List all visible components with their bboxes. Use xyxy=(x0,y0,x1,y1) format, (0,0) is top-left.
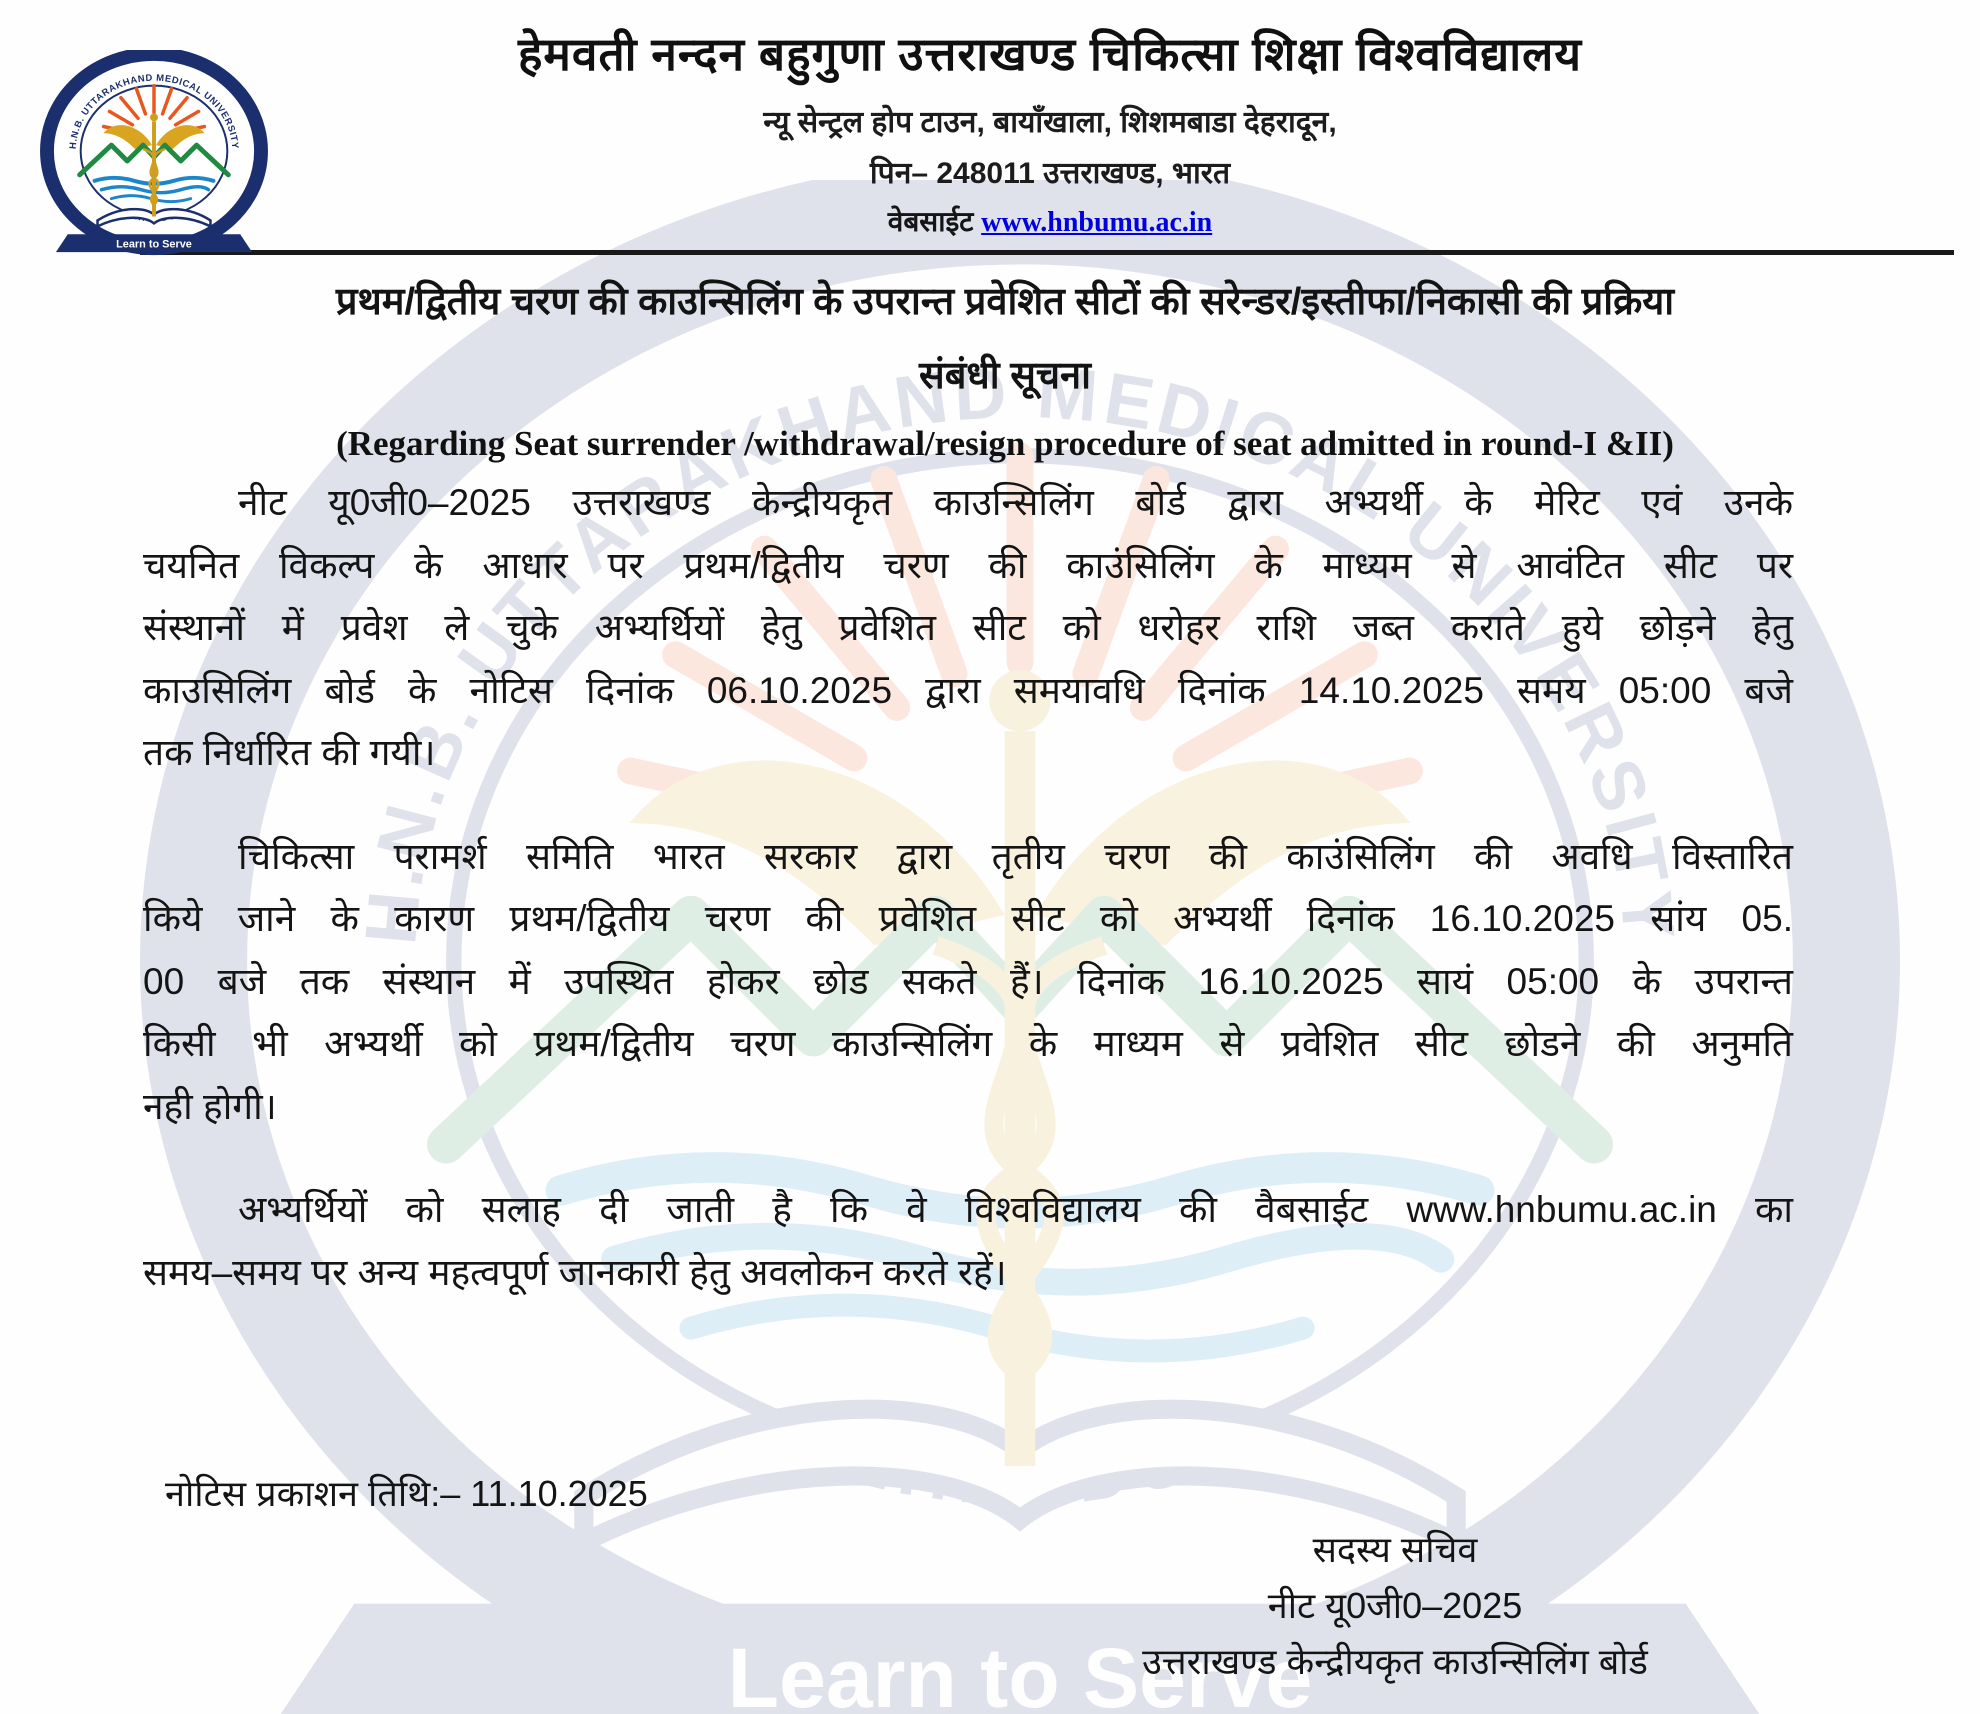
address-line-1: न्यू सेन्ट्रल होप टाउन, बायाँखाला, शिशमबाडा देहरादून, xyxy=(763,106,1337,139)
letterhead xyxy=(120,22,1980,240)
para2-line5: नही होगी। xyxy=(143,1085,277,1127)
para2-line3: 00 बजे तक संस्थान में उपस्थित होकर छोड सकते हैं। दिनांक 16.10.2025 सायं 05:00 के उपरान्त xyxy=(143,960,1793,1002)
paragraph-1 xyxy=(143,472,1793,785)
paragraph-3 xyxy=(143,1179,1793,1304)
website-label: वेबसाईट xyxy=(887,206,974,237)
publish-date: नोटिस प्रकाशन तिथि:– 11.10.2025 xyxy=(165,1473,648,1514)
signature-block xyxy=(1000,1522,1790,1690)
notice-title-hindi-line1: प्रथम/द्वितीय चरण की काउन्सिलिंग के उपरान्त प्रवेशित सीटों की सरेन्डर/इस्तीफा/निकासी की प्रक्रिया xyxy=(335,281,1675,323)
para2-line1: चिकित्सा परामर्श समिति भारत सरकार द्वारा तृतीय चरण की काउंसिलिंग की अवधि विस्तारित xyxy=(238,835,1793,877)
para1-line2: चयनित विकल्प के आधार पर प्रथम/द्वितीय चरण की काउंसिलिंग के माध्यम से आवंटित सीट पर xyxy=(143,544,1793,586)
notice-title-block xyxy=(140,278,1870,464)
notice-title-hindi-line2: संबंधी सूचना xyxy=(919,355,1091,397)
para1-line4: काउसिलिंग बोर्ड के नोटिस दिनांक 06.10.2025 द्वारा समयावधि दिनांक 14.10.2025 समय 05:00 बजे xyxy=(143,669,1793,711)
notice-subtitle-english: (Regarding Seat surrender /withdrawal/resign procedure of seat admitted in round-I &II) xyxy=(336,424,1674,463)
signatory-board: उत्तराखण्ड केन्द्रीयकृत काउन्सिलिंग बोर्ड xyxy=(1142,1641,1648,1682)
signatory-designation: सदस्य सचिव xyxy=(1312,1529,1478,1570)
para3-line2: समय–समय पर अन्य महत्वपूर्ण जानकारी हेतु अवलोकन करते रहें। xyxy=(143,1251,1007,1293)
address-line-2: पिन– 248011 उत्तराखण्ड, भारत xyxy=(869,157,1231,190)
para2-line4: किसी भी अभ्यर्थी को प्रथम/द्वितीय चरण काउन्सिलिंग के माध्यम से प्रवेशित सीट छोडने की अनुमति xyxy=(143,1023,1793,1064)
university-name: हेमवती नन्दन बहुगुणा उत्तराखण्ड चिकित्सा शिक्षा विश्वविद्यालय xyxy=(517,28,1583,80)
notice-body xyxy=(143,472,1793,1345)
para1-line1: नीट यू0जी0–2025 उत्तराखण्ड केन्द्रीयकृत काउन्सिलिंग बोर्ड द्वारा अभ्यर्थी के मेरिट एवं उनके xyxy=(238,482,1793,523)
website-line xyxy=(120,202,1980,240)
para3-line1: अभ्यर्थियों को सलाह दी जाती है कि वे विश्वविद्यालय की वैबसाईट www.hnbumu.ac.in का xyxy=(238,1189,1793,1230)
paragraph-2 xyxy=(143,826,1793,1139)
website-link[interactable]: www.hnbumu.ac.in xyxy=(981,207,1213,238)
signatory-exam: नीट यू0जी0–2025 xyxy=(1267,1585,1523,1626)
university-logo xyxy=(40,50,268,268)
para1-line5: तक निर्धारित की गयी। xyxy=(143,732,436,773)
header-divider xyxy=(140,250,1954,255)
para1-line3: संस्थानों में प्रवेश ले चुके अभ्यर्थियों हेतु प्रवेशित सीट को धरोहर राशि जब्त कराते हुये छोड़ने हेतु xyxy=(143,607,1793,648)
para2-line2: किये जाने के कारण प्रथम/द्वितीय चरण की प्रवेशित सीट को अभ्यर्थी दिनांक 16.10.2025 सांय 05. xyxy=(143,898,1793,939)
